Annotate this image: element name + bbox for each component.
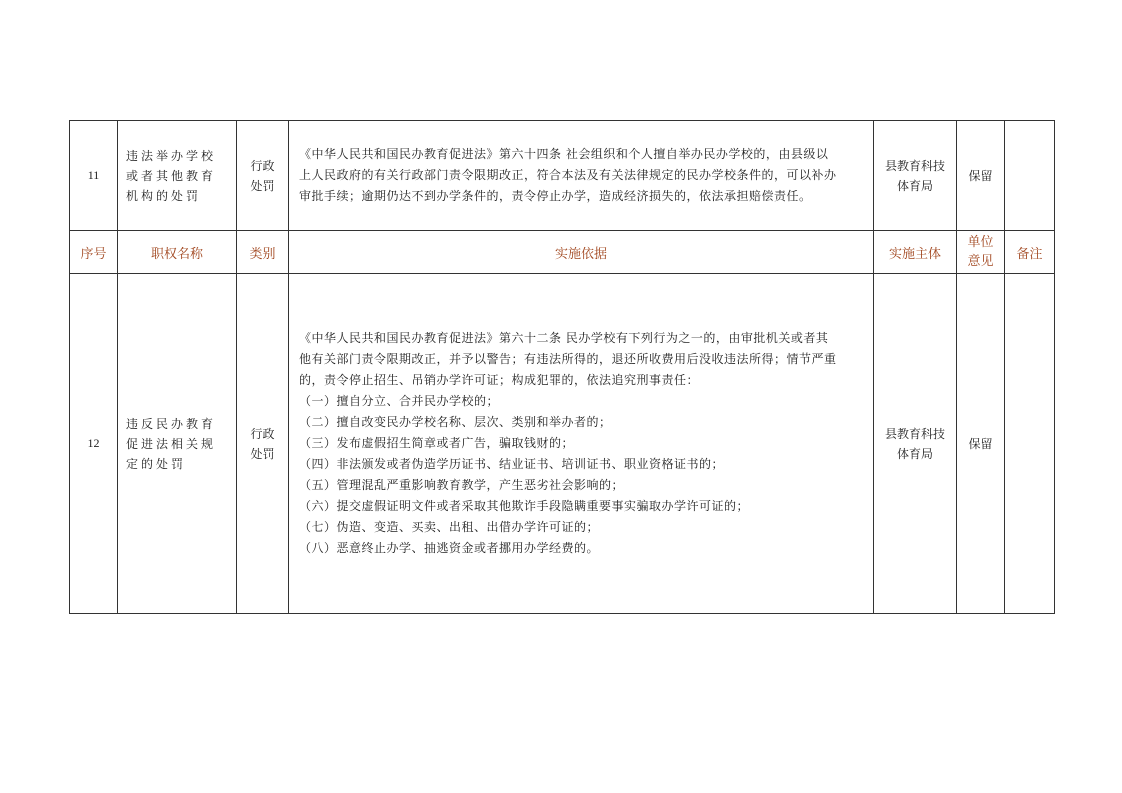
org-line: 县教育科技 — [884, 426, 945, 441]
basis-line: 《中华人民共和国民办教育促进法》第六十四条 社会组织和个人擅自举办民办学校的，由县级以 — [299, 147, 829, 161]
row-remark — [1005, 121, 1055, 231]
org-line: 县教育科技 — [884, 158, 945, 173]
row-seq: 11 — [70, 121, 118, 231]
authority-table — [69, 120, 1055, 614]
table-header-row — [70, 231, 1055, 274]
table-row — [70, 274, 1055, 614]
header-category: 类别 — [237, 231, 289, 274]
header-legal-basis: 实施依据 — [289, 231, 874, 274]
header-seq: 序号 — [70, 231, 118, 274]
header-remark: 备注 — [1005, 231, 1055, 274]
basis-line: 《中华人民共和国民办教育促进法》第六十二条 民办学校有下列行为之一的，由审批机关或者其 — [299, 331, 829, 345]
row-category — [237, 274, 289, 614]
basis-line: （二）擅自改变民办学校名称、层次、类别和举办者的； — [299, 415, 612, 429]
row-authority-name: 违反民办教育促进法相关规定的处罚 — [118, 274, 237, 614]
table-row — [70, 121, 1055, 231]
basis-line: （八）恶意终止办学、抽逃资金或者挪用办学经费的。 — [299, 541, 600, 555]
row-implementing-body — [874, 121, 957, 231]
basis-line: （七）伪造、变造、买卖、出租、出借办学许可证的； — [299, 520, 600, 534]
basis-line: 他有关部门责令限期改正，并予以警告；有违法所得的，退还所收费用后没收违法所得；情节严重 — [299, 352, 837, 366]
basis-line: （四）非法颁发或者伪造学历证书、结业证书、培训证书、职业资格证书的； — [299, 457, 725, 471]
row-implementing-body — [874, 274, 957, 614]
row-authority-name: 违法举办学校或者其他教育机构的处罚 — [118, 121, 237, 231]
row-category — [237, 121, 289, 231]
header-unit-opinion-line: 单位 — [967, 235, 994, 250]
org-line: 体育局 — [896, 446, 933, 461]
basis-line: （五）管理混乱严重影响教育教学，产生恶劣社会影响的； — [299, 478, 625, 492]
row-remark — [1005, 274, 1055, 614]
basis-line: 上人民政府的有关行政部门责令限期改正，符合本法及有关法律规定的民办学校条件的，可以补办 — [299, 168, 837, 182]
basis-line: （三）发布虚假招生简章或者广告，骗取钱财的； — [299, 436, 575, 450]
header-unit-opinion — [957, 231, 1005, 274]
row-unit-opinion: 保留 — [957, 121, 1005, 231]
row-legal-basis — [289, 121, 874, 231]
org-line: 体育局 — [896, 178, 933, 193]
row-seq: 12 — [70, 274, 118, 614]
header-implementing-body: 实施主体 — [874, 231, 957, 274]
basis-line: （一）擅自分立、合并民办学校的； — [299, 394, 500, 408]
row-category-line: 行政 — [250, 158, 275, 173]
row-category-line: 处罚 — [250, 178, 275, 193]
header-unit-opinion-line: 意见 — [967, 254, 994, 269]
basis-line: 审批手续；逾期仍达不到办学条件的，责令停止办学，造成经济损失的，依法承担赔偿责任。 — [299, 189, 812, 203]
row-legal-basis — [289, 274, 874, 614]
row-category-line: 处罚 — [250, 446, 275, 461]
row-unit-opinion: 保留 — [957, 274, 1005, 614]
basis-line: 的，责令停止招生、吊销办学许可证；构成犯罪的，依法追究刑事责任： — [299, 373, 700, 387]
header-authority-name: 职权名称 — [118, 231, 237, 274]
basis-line: （六）提交虚假证明文件或者采取其他欺诈手段隐瞒重要事实骗取办学许可证的； — [299, 499, 750, 513]
row-category-line: 行政 — [250, 426, 275, 441]
